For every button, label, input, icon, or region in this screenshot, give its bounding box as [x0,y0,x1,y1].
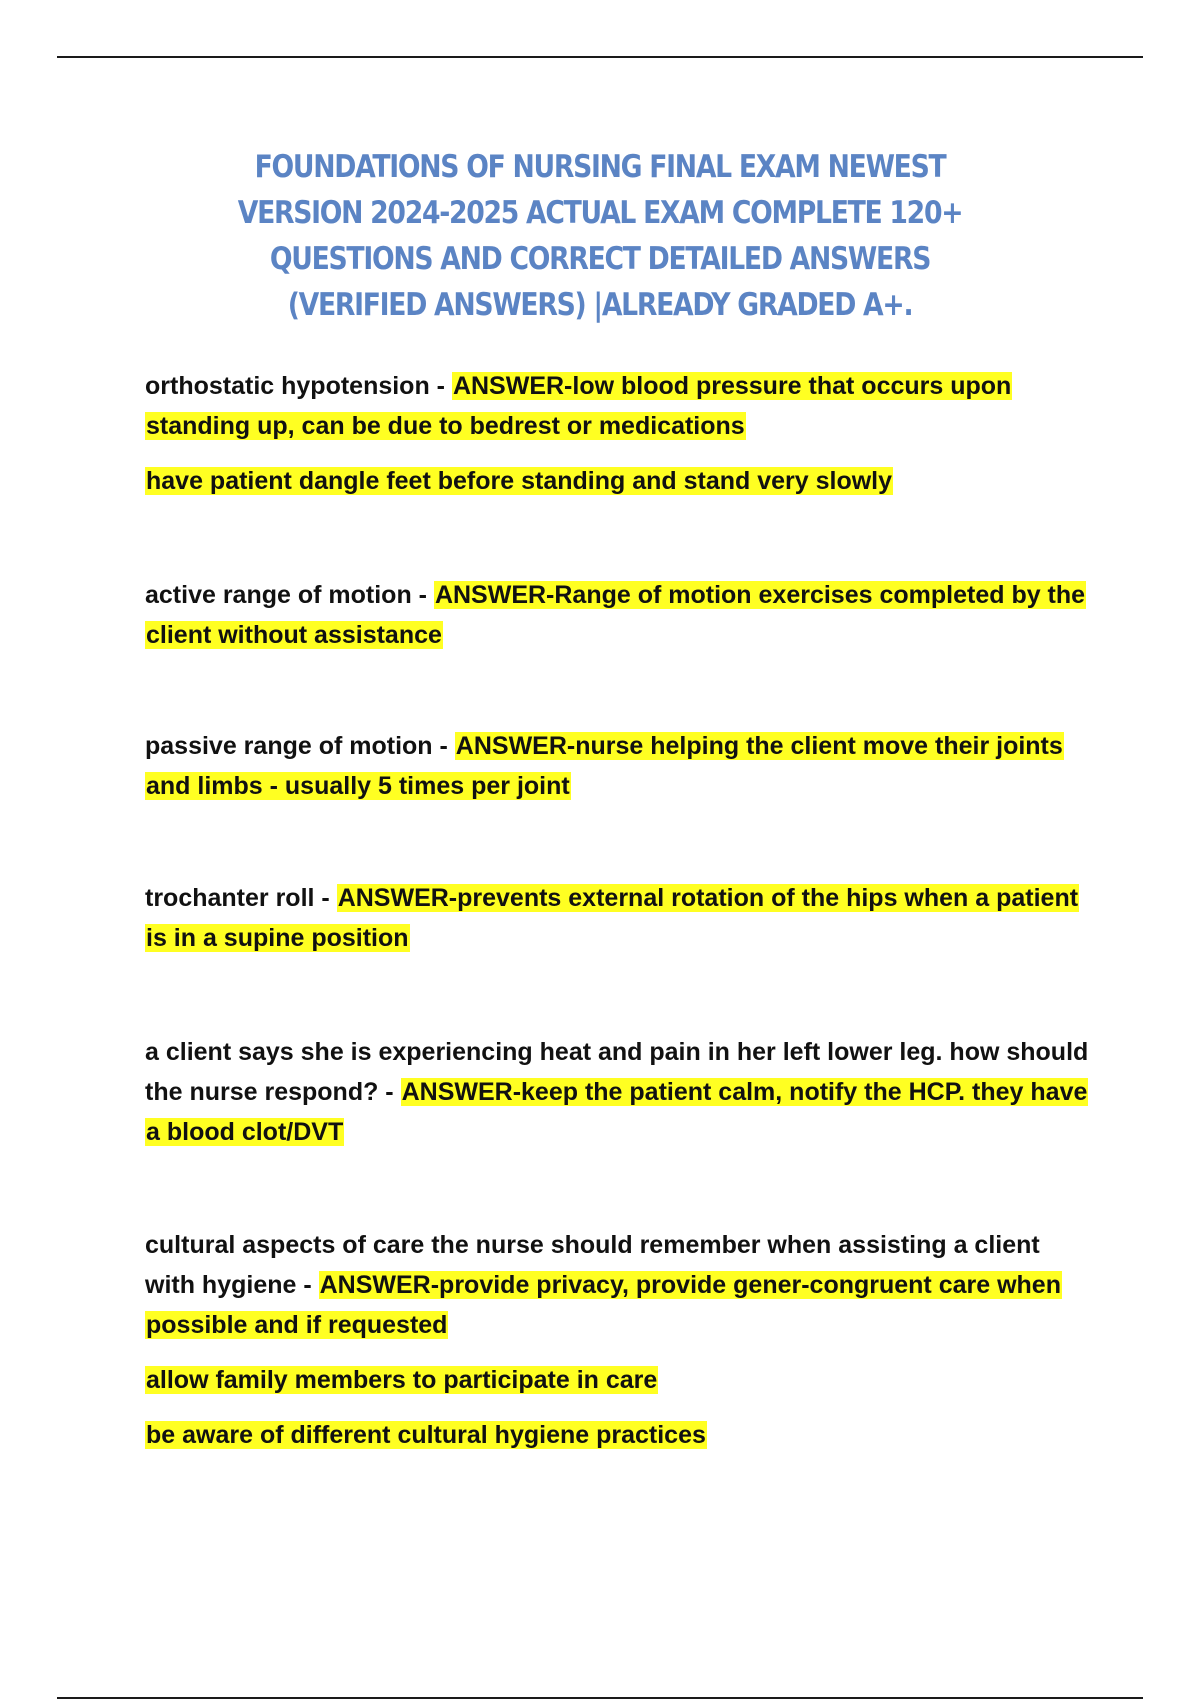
answer-extra-line [145,1360,1090,1400]
qa-item [145,575,1090,655]
answer-extra-line [145,461,1090,501]
question-text: trochanter roll - [145,884,337,912]
answer-text: ANSWER-provide privacy, provide gener-congruent care when possible and if requested [146,1271,1061,1339]
answer-text: ANSWER-nurse helping the client move their joints and limbs - usually 5 times per joint [146,732,1063,800]
question-text: passive range of motion - [145,732,455,760]
question-text: orthostatic hypotension - [145,372,452,400]
qa-entry [145,575,1090,655]
answer-text: ANSWER-keep the patient calm, notify the HCP. they have a blood clot/DVT [146,1078,1088,1146]
answer-extra-text: have patient dangle feet before standing and stand very slowly [146,467,893,495]
qa-entry [145,726,1090,806]
qa-item [145,1032,1090,1152]
answer-text: ANSWER-Range of motion exercises completed by the client without assistance [146,581,1086,649]
answer-extra-line [145,1415,1090,1455]
qa-item [145,1225,1090,1455]
qa-list [145,366,1090,1455]
answer-extra-text: be aware of different cultural hygiene practices [146,1421,706,1449]
question-text: a client says she is experiencing heat and pain in her left lower leg. how should the nurse respond? - [145,1038,1089,1106]
answer-text: ANSWER-low blood pressure that occurs upon standing up, can be due to bedrest or medications [146,372,1012,440]
question-text: active range of motion - [145,581,434,609]
qa-item [145,726,1090,806]
answer-text: ANSWER-prevents external rotation of the hips when a patient is in a supine position [146,884,1079,952]
qa-entry [145,1032,1090,1152]
qa-item [145,878,1090,958]
qa-entry [145,366,1090,446]
answer-extra-text: allow family members to participate in care [146,1366,658,1394]
top-rule [57,56,1143,58]
question-text: cultural aspects of care the nurse should remember when assisting a client with hygiene - [145,1231,1040,1299]
document-title: FOUNDATIONS OF NURSING FINAL EXAM NEWEST VERSION 2024-2025 ACTUAL EXAM COMPLETE 120+ QUESTIONS AND CORRECT DETAILED ANSWERS (VERIFIED ANSWERS) |ALREADY GRADED A+. [237,149,963,323]
qa-item [145,366,1090,501]
bottom-rule [57,1697,1143,1699]
qa-entry [145,1225,1090,1345]
qa-entry [145,878,1090,958]
